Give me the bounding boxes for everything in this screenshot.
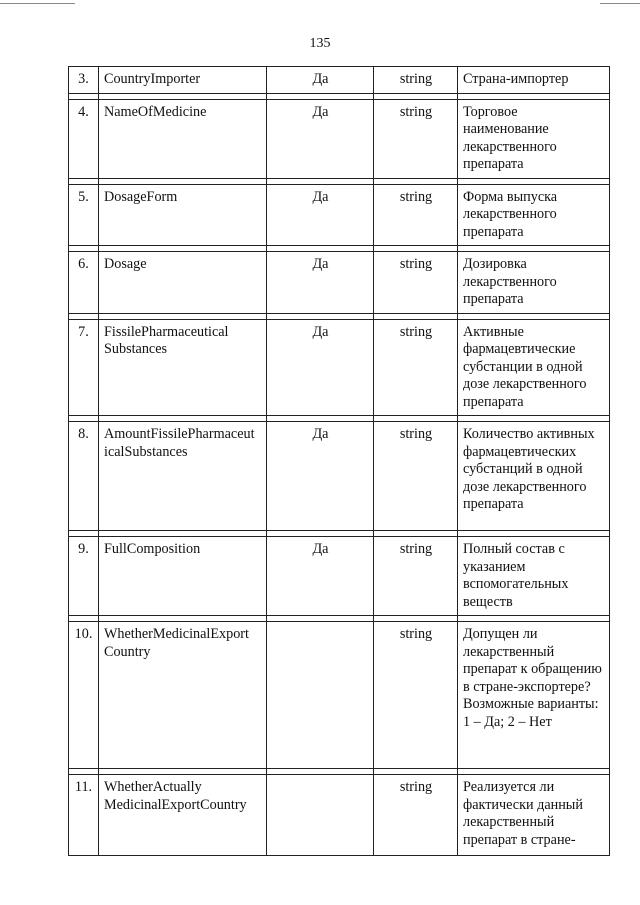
field-name-cell: FissilePharmaceutical Substances bbox=[99, 319, 267, 416]
row-number-cell: 11. bbox=[69, 775, 99, 856]
field-name-cell: NameOfMedicine bbox=[99, 99, 267, 178]
description-cell: Допущен ли лекарственный препарат к обращению в стране-экспортере? Возможные варианты: 1 – Да; 2 – Нет bbox=[458, 622, 610, 769]
table-row bbox=[69, 184, 610, 246]
table-row bbox=[69, 252, 610, 314]
type-cell: string bbox=[374, 319, 458, 416]
description-cell: Количество активных фармацевтических субстанций в одной дозе лекарственного препарата bbox=[458, 422, 610, 531]
required-cell: Да bbox=[267, 252, 374, 314]
row-number-cell: 5. bbox=[69, 184, 99, 246]
type-cell: string bbox=[374, 184, 458, 246]
table-row bbox=[69, 99, 610, 178]
table-row bbox=[69, 422, 610, 531]
required-cell bbox=[267, 622, 374, 769]
required-cell: Да bbox=[267, 99, 374, 178]
scan-edge-mark-right bbox=[600, 3, 640, 4]
row-number-cell: 8. bbox=[69, 422, 99, 531]
description-cell: Дозировка лекарственного препарата bbox=[458, 252, 610, 314]
required-cell bbox=[267, 775, 374, 856]
field-name-cell: DosageForm bbox=[99, 184, 267, 246]
scan-edge-mark bbox=[0, 3, 75, 4]
row-number-cell: 7. bbox=[69, 319, 99, 416]
row-number-cell: 10. bbox=[69, 622, 99, 769]
required-cell: Да bbox=[267, 422, 374, 531]
type-cell: string bbox=[374, 99, 458, 178]
type-cell: string bbox=[374, 775, 458, 856]
field-name-cell: CountryImporter bbox=[99, 67, 267, 94]
row-number-cell: 9. bbox=[69, 537, 99, 616]
type-cell: string bbox=[374, 622, 458, 769]
field-name-cell: Dosage bbox=[99, 252, 267, 314]
fields-table-body bbox=[69, 67, 610, 856]
required-cell: Да bbox=[267, 319, 374, 416]
required-cell: Да bbox=[267, 537, 374, 616]
description-cell: Форма выпуска лекарственного препарата bbox=[458, 184, 610, 246]
description-cell: Активные фармацевтические субстанции в одной дозе лекарственного препарата bbox=[458, 319, 610, 416]
description-cell: Реализуется ли фактически данный лекарственный препарат в стране- bbox=[458, 775, 610, 856]
field-name-cell: WhetherMedicinalExport Country bbox=[99, 622, 267, 769]
row-number-cell: 4. bbox=[69, 99, 99, 178]
type-cell: string bbox=[374, 422, 458, 531]
type-cell: string bbox=[374, 67, 458, 94]
table-row bbox=[69, 67, 610, 94]
required-cell: Да bbox=[267, 184, 374, 246]
field-name-cell: AmountFissilePharmaceut icalSubstances bbox=[99, 422, 267, 531]
table-row bbox=[69, 622, 610, 769]
type-cell: string bbox=[374, 252, 458, 314]
table-row bbox=[69, 775, 610, 856]
type-cell: string bbox=[374, 537, 458, 616]
description-cell: Полный состав с указанием вспомогательных веществ bbox=[458, 537, 610, 616]
table-row bbox=[69, 319, 610, 416]
row-number-cell: 6. bbox=[69, 252, 99, 314]
field-name-cell: WhetherActually MedicinalExportCountry bbox=[99, 775, 267, 856]
required-cell: Да bbox=[267, 67, 374, 94]
fields-table bbox=[68, 66, 610, 856]
row-number-cell: 3. bbox=[69, 67, 99, 94]
table-row bbox=[69, 537, 610, 616]
description-cell: Страна-импортер bbox=[458, 67, 610, 94]
page-number: 135 bbox=[309, 36, 331, 51]
description-cell: Торговое наименование лекарственного препарата bbox=[458, 99, 610, 178]
field-name-cell: FullComposition bbox=[99, 537, 267, 616]
